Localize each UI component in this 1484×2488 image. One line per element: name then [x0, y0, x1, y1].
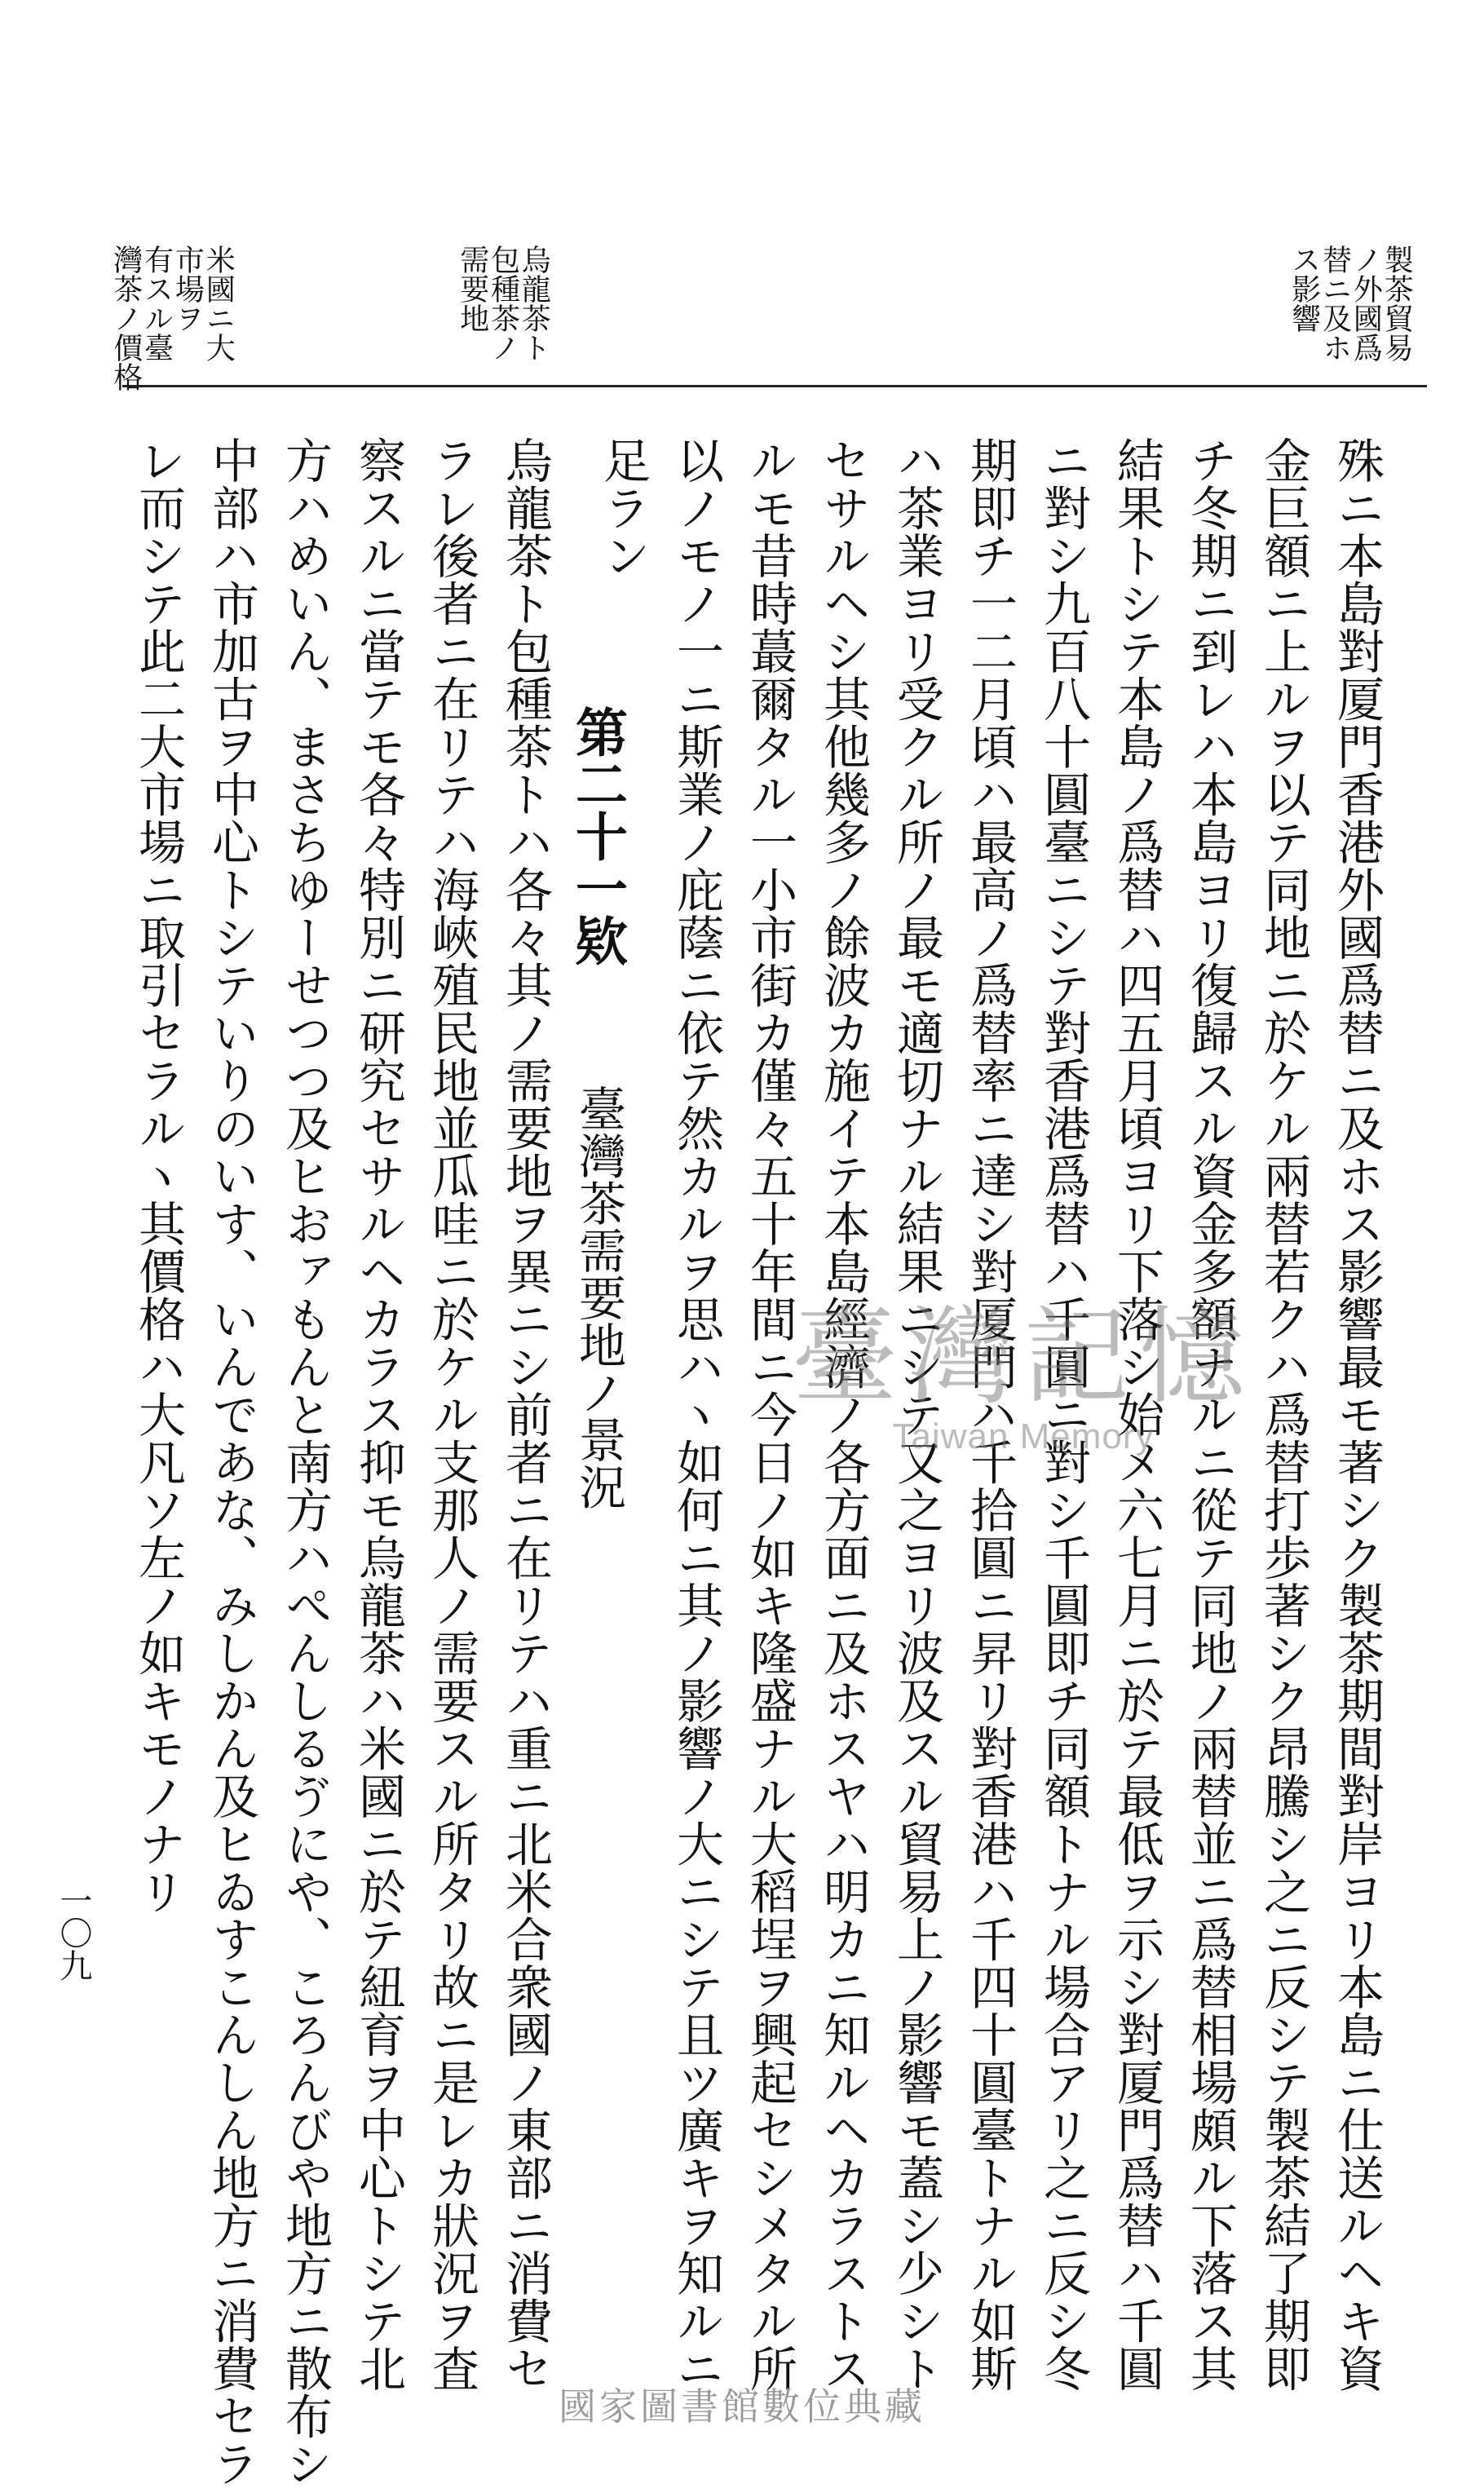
body-column: レ而シテ此二大市場ニ取引セラルヽ其價格ハ大凡ソ左ノ如キモノナリ: [130, 436, 186, 1916]
margin-note-us-market: [108, 245, 236, 391]
body-column: 烏龍茶ト包種茶トハ各々其ノ需要地ヲ異ニシ前者ニ在リテハ重ニ北米合衆國ノ東部ニ消費セ: [497, 436, 553, 2393]
body-column: 以ノモノ一ニ斯業ノ庇蔭ニ依テ然カルヲ思ハヽ如何ニ其ノ影響ノ大ニシテ且ツ廣キヲ知ルニ: [669, 436, 724, 2393]
body-column: 期即チ一二月頃ハ最高ノ爲替率ニ達シ對厦門ハ千拾圓ニ昇リ對香港ハ千四十圓臺トナル如斯: [962, 436, 1018, 2393]
body-column: 結果トシテ本島ノ爲替ハ四五月頃ヨリ下落シ始メ六七月ニ於テ最低ヲ示シ對厦門爲替ハ千圓: [1109, 436, 1164, 2393]
body-column: セサルヘシ其他幾多ノ餘波カ施イテ本島經濟ノ各方面ニ及ホスヤハ明カニ知ルヘカラストス: [815, 436, 871, 2393]
section-title: 臺灣茶需要地ノ景況: [571, 1085, 626, 1510]
margin-note-line: 有スル臺: [139, 245, 174, 362]
body-column: 足ラン: [595, 436, 651, 580]
body-column: ハ茶業ヨリ受クル所ノ最モ適切ナル結果ニシテ又之ヨリ波及スル貿易上ノ影響モ蓋シ少シト: [889, 436, 944, 2393]
body-column: 方ハめいん、まさちゆーせつつ及ヒおァもんと南方ハぺんしるゔにや、ころんびや地方ニ散布シ: [277, 436, 333, 2488]
margin-note-line: 米國ニ大: [201, 245, 236, 362]
margin-note-demand-areas: [457, 245, 549, 362]
margin-note-line: ス影響: [1287, 245, 1321, 333]
body-column: 金巨額ニ上ルヲ以テ同地ニ於ケル兩替若クハ爲替打歩著シク昂騰シ之ニ反シテ製茶結了期即: [1256, 436, 1311, 2393]
body-column: ニ對シ九百八十圓臺ニシテ對香港爲替ハ千圓ニ對シ千圓即チ同額トナル場合アリ之ニ反シ冬: [1036, 436, 1091, 2393]
header-rule: [122, 385, 1427, 387]
margin-note-line: ノ外國爲: [1349, 245, 1383, 362]
margin-note-line: 市場ヲ: [170, 245, 205, 333]
footer-archive-label: 國家圖書館數位典藏: [559, 2384, 925, 2428]
section-number: 第二十一欵: [567, 705, 628, 966]
body-column: ルモ昔時蕞爾タル一小市街カ僅々五十年間ニ今日ノ如キ隆盛ナル大稻埕ヲ興起セシメタル所: [742, 436, 797, 2393]
margin-note-trade-exchange: [1287, 245, 1414, 362]
margin-note-line: 灣茶ノ價格: [108, 245, 143, 391]
body-column: 中部ハ市加古ヲ中心トシテいりのいす、いんであな、みしかん及ヒゐすこんしん地方ニ消費セラ: [204, 436, 259, 2488]
page-number: 一〇九: [55, 1884, 92, 1982]
body-column: チ冬期ニ到レハ本島ヨリ復歸スル資金多額ナルニ從テ同地ノ兩替並ニ爲替相場頗ル下落ス其: [1182, 436, 1238, 2393]
watermark-subtext: Taiwan Memory: [892, 1416, 1155, 1456]
watermark-text: 臺灣記憶: [791, 1295, 1255, 1419]
margin-note-line: 替ニ及ホ: [1318, 245, 1352, 362]
margin-note-line: 需要地: [455, 245, 489, 333]
body-column: 殊ニ本島對厦門香港外國爲替ニ及ホス影響最モ著シク製茶期間對岸ヨリ本島ニ仕送ルヘキ資: [1329, 436, 1385, 2393]
body-column: ラレ後者ニ在リテハ海峽殖民地並瓜哇ニ於ケル支那人ノ需要スル所タリ故ニ是レカ狀況ヲ査: [424, 436, 479, 2393]
margin-note-line: 烏龍茶ト: [517, 245, 551, 362]
margin-note-line: 製茶貿易: [1380, 245, 1414, 362]
margin-note-line: 包種茶ノ: [486, 245, 520, 362]
body-column: 察スルニ當テモ各々特別ニ研究セサルヘカラス抑モ烏龍茶ハ米國ニ於テ紐育ヲ中心トシテ北: [351, 436, 406, 2393]
